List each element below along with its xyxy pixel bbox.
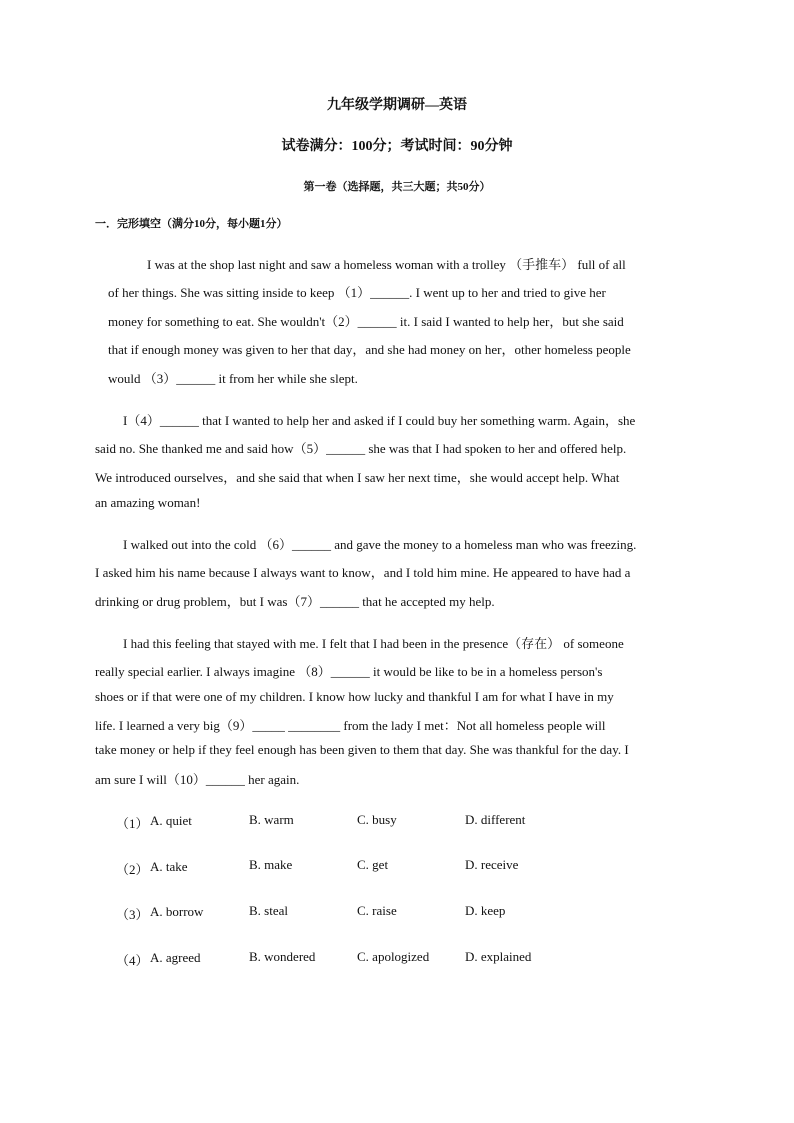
- passage-line: drinking or drug problem，but I was（7）______ that he accepted my help.: [95, 594, 495, 609]
- option-b: B. steal: [249, 903, 288, 918]
- passage-line: would （3）______ it from her while she slept.: [108, 371, 358, 386]
- option-d: D. keep: [465, 903, 506, 918]
- option-b: B. wondered: [249, 949, 316, 964]
- option-d: D. explained: [465, 949, 532, 964]
- option-c: C. raise: [357, 903, 397, 918]
- option-c: C. busy: [357, 812, 397, 827]
- volume-heading: 第一卷（选择题，共三大题；共50分）: [303, 181, 491, 193]
- option-b: B. make: [249, 857, 293, 872]
- option-c: C. apologized: [357, 949, 430, 964]
- passage-line: that if enough money was given to her that day，and she had money on her，other homeless people: [108, 342, 631, 357]
- exam-subtitle: 试卷满分：100分；考试时间：90分钟: [281, 139, 513, 154]
- passage-line: I（4）______ that I wanted to help her and asked if I could buy her something warm. Again，she: [123, 413, 636, 428]
- option-a: A. quiet: [150, 813, 192, 828]
- section-heading: 一．完形填空（满分10分，每小题1分）: [95, 218, 288, 230]
- option-b: B. warm: [249, 812, 294, 827]
- passage-line: said no. She thanked me and said how（5）______ she was that I had spoken to her and offered help.: [95, 441, 627, 456]
- passage-line: take money or help if they feel enough has been given to them that day. She was thankful for the day. I: [95, 742, 629, 757]
- passage-line: I was at the shop last night and saw a homeless woman with a trolley （手推车） full of all: [147, 257, 626, 272]
- passage-line: life. I learned a very big（9）_____ ________ from the lady I met：Not all homeless people will: [95, 718, 606, 733]
- passage-line: money for something to eat. She wouldn't（2）______ it. I said I wanted to help her，but she said: [108, 314, 624, 329]
- question-number: （4）: [116, 953, 149, 968]
- passage-line: of her things. She was sitting inside to keep （1）______. I went up to her and tried to give her: [108, 285, 606, 300]
- option-d: D. different: [465, 812, 526, 827]
- passage-line: am sure I will（10）______ her again.: [95, 772, 300, 787]
- question-number: （3）: [116, 907, 149, 922]
- option-a: A. take: [150, 859, 188, 874]
- question-number: （1）: [116, 816, 149, 831]
- passage-line: really special earlier. I always imagine （8）______ it would be like to be in a homeless person's: [95, 664, 603, 679]
- passage-line: We introduced ourselves，and she said that when I saw her next time，she would accept help. What: [95, 470, 620, 485]
- option-a: A. borrow: [150, 904, 204, 919]
- passage-line: shoes or if that were one of my children. I know how lucky and thankful I am for what I have in my: [95, 689, 614, 704]
- option-a: A. agreed: [150, 950, 201, 965]
- passage-line: I had this feeling that stayed with me. I felt that I had been in the presence（存在） of someone: [123, 636, 624, 651]
- question-number: （2）: [116, 862, 149, 877]
- exam-title: 九年级学期调研—英语: [327, 98, 467, 113]
- passage-line: I walked out into the cold （6）______ and gave the money to a homeless man who was freezing.: [123, 537, 637, 552]
- passage-line: an amazing woman!: [95, 495, 201, 510]
- option-d: D. receive: [465, 857, 519, 872]
- option-c: C. get: [357, 857, 389, 872]
- passage-line: I asked him his name because I always want to know，and I told him mine. He appeared to have had a: [95, 565, 631, 580]
